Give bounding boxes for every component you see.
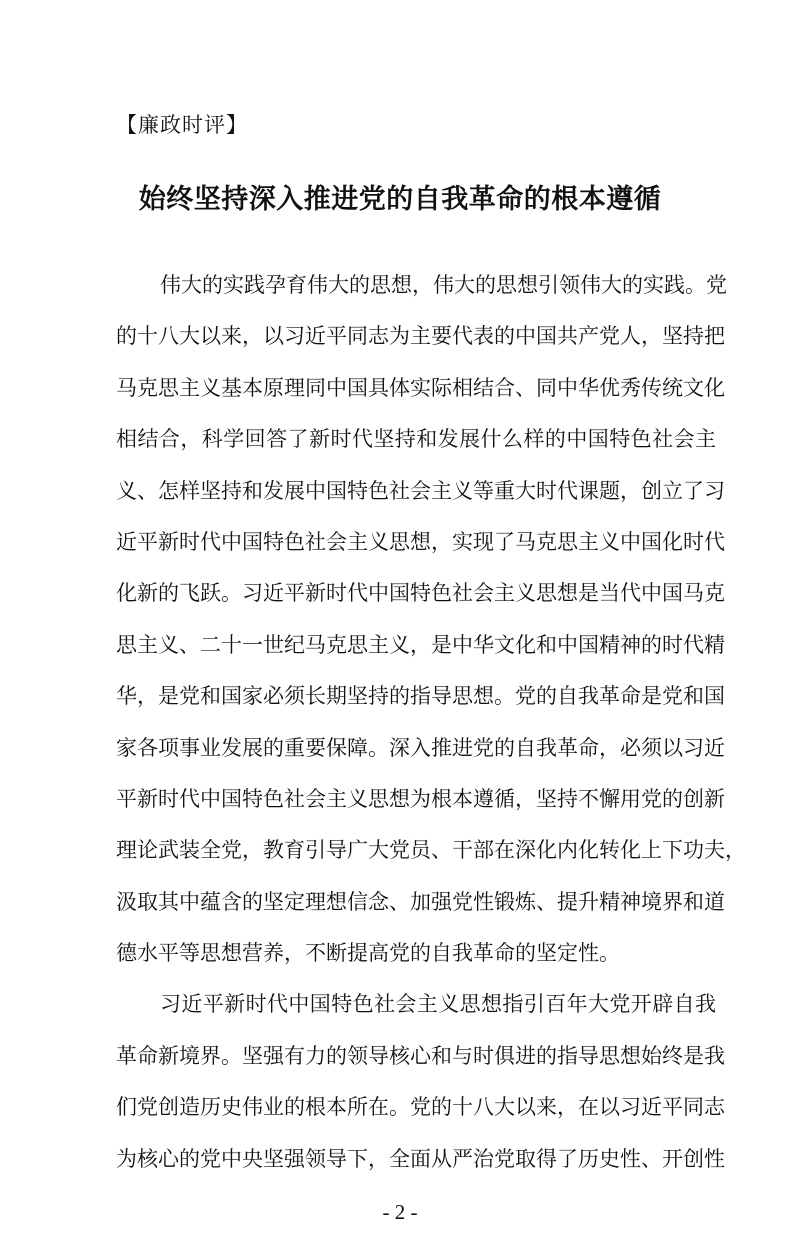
body-text <box>116 260 746 1185</box>
paragraph-1-line: 化新的飞跃。习近平新时代中国特色社会主义思想是当代中国马克 <box>116 581 725 606</box>
paragraph-1-line: 平新时代中国特色社会主义思想为根本遵循，坚持不懈用党的创新 <box>116 786 725 811</box>
paragraph-1-line: 马克思主义基本原理同中国具体实际相结合、同中华优秀传统文化 <box>116 375 725 400</box>
document-title: 始终坚持深入推进党的自我革命的根本遵循 <box>138 184 662 215</box>
paragraph-1-line: 义、怎样坚持和发展中国特色社会主义等重大时代课题，创立了习 <box>116 478 725 503</box>
paragraph-2-line: 习近平新时代中国特色社会主义思想指引百年大党开辟自我 <box>160 992 716 1017</box>
paragraph-1-line: 家各项事业发展的重要保障。深入推进党的自我革命，必须以习近 <box>116 735 725 760</box>
paragraph-1-line: 的十八大以来，以习近平同志为主要代表的中国共产党人，坚持把 <box>116 324 725 349</box>
paragraph-1-line: 思主义、二十一世纪马克思主义，是中华文化和中国精神的时代精 <box>116 632 725 657</box>
column-tag: 【廉政时评】 <box>116 113 248 137</box>
paragraph-2-line: 们党创造历史伟业的根本所在。党的十八大以来，在以习近平同志 <box>116 1095 725 1120</box>
paragraph-1-line: 近平新时代中国特色社会主义思想，实现了马克思主义中国化时代 <box>116 529 725 554</box>
paragraph-1-line: 华，是党和国家必须长期坚持的指导思想。党的自我革命是党和国 <box>116 684 725 709</box>
paragraph-1-line: 相结合，科学回答了新时代坚持和发展什么样的中国特色社会主 <box>116 427 716 452</box>
paragraph-1-line: 德水平等思想营养，不断提高党的自我革命的坚定性。 <box>116 941 620 966</box>
page-number: - 2 - <box>382 1200 418 1224</box>
paragraph-1-line: 汲取其中蕴含的坚定理想信念、加强党性锻炼、提升精神境界和道 <box>116 889 725 914</box>
paragraph-1-line: 伟大的实践孕育伟大的思想，伟大的思想引领伟大的实践。党 <box>160 273 727 297</box>
paragraph-2-line: 为核心的党中央坚强领导下，全面从严治党取得了历史性、开创性 <box>116 1146 725 1171</box>
paragraph-1-line: 理论武装全党，教育引导广大党员、干部在深化内化转化上下功夫， <box>116 838 746 863</box>
paragraph-2-line: 革命新境界。坚强有力的领导核心和与时俱进的指导思想始终是我 <box>116 1043 725 1068</box>
